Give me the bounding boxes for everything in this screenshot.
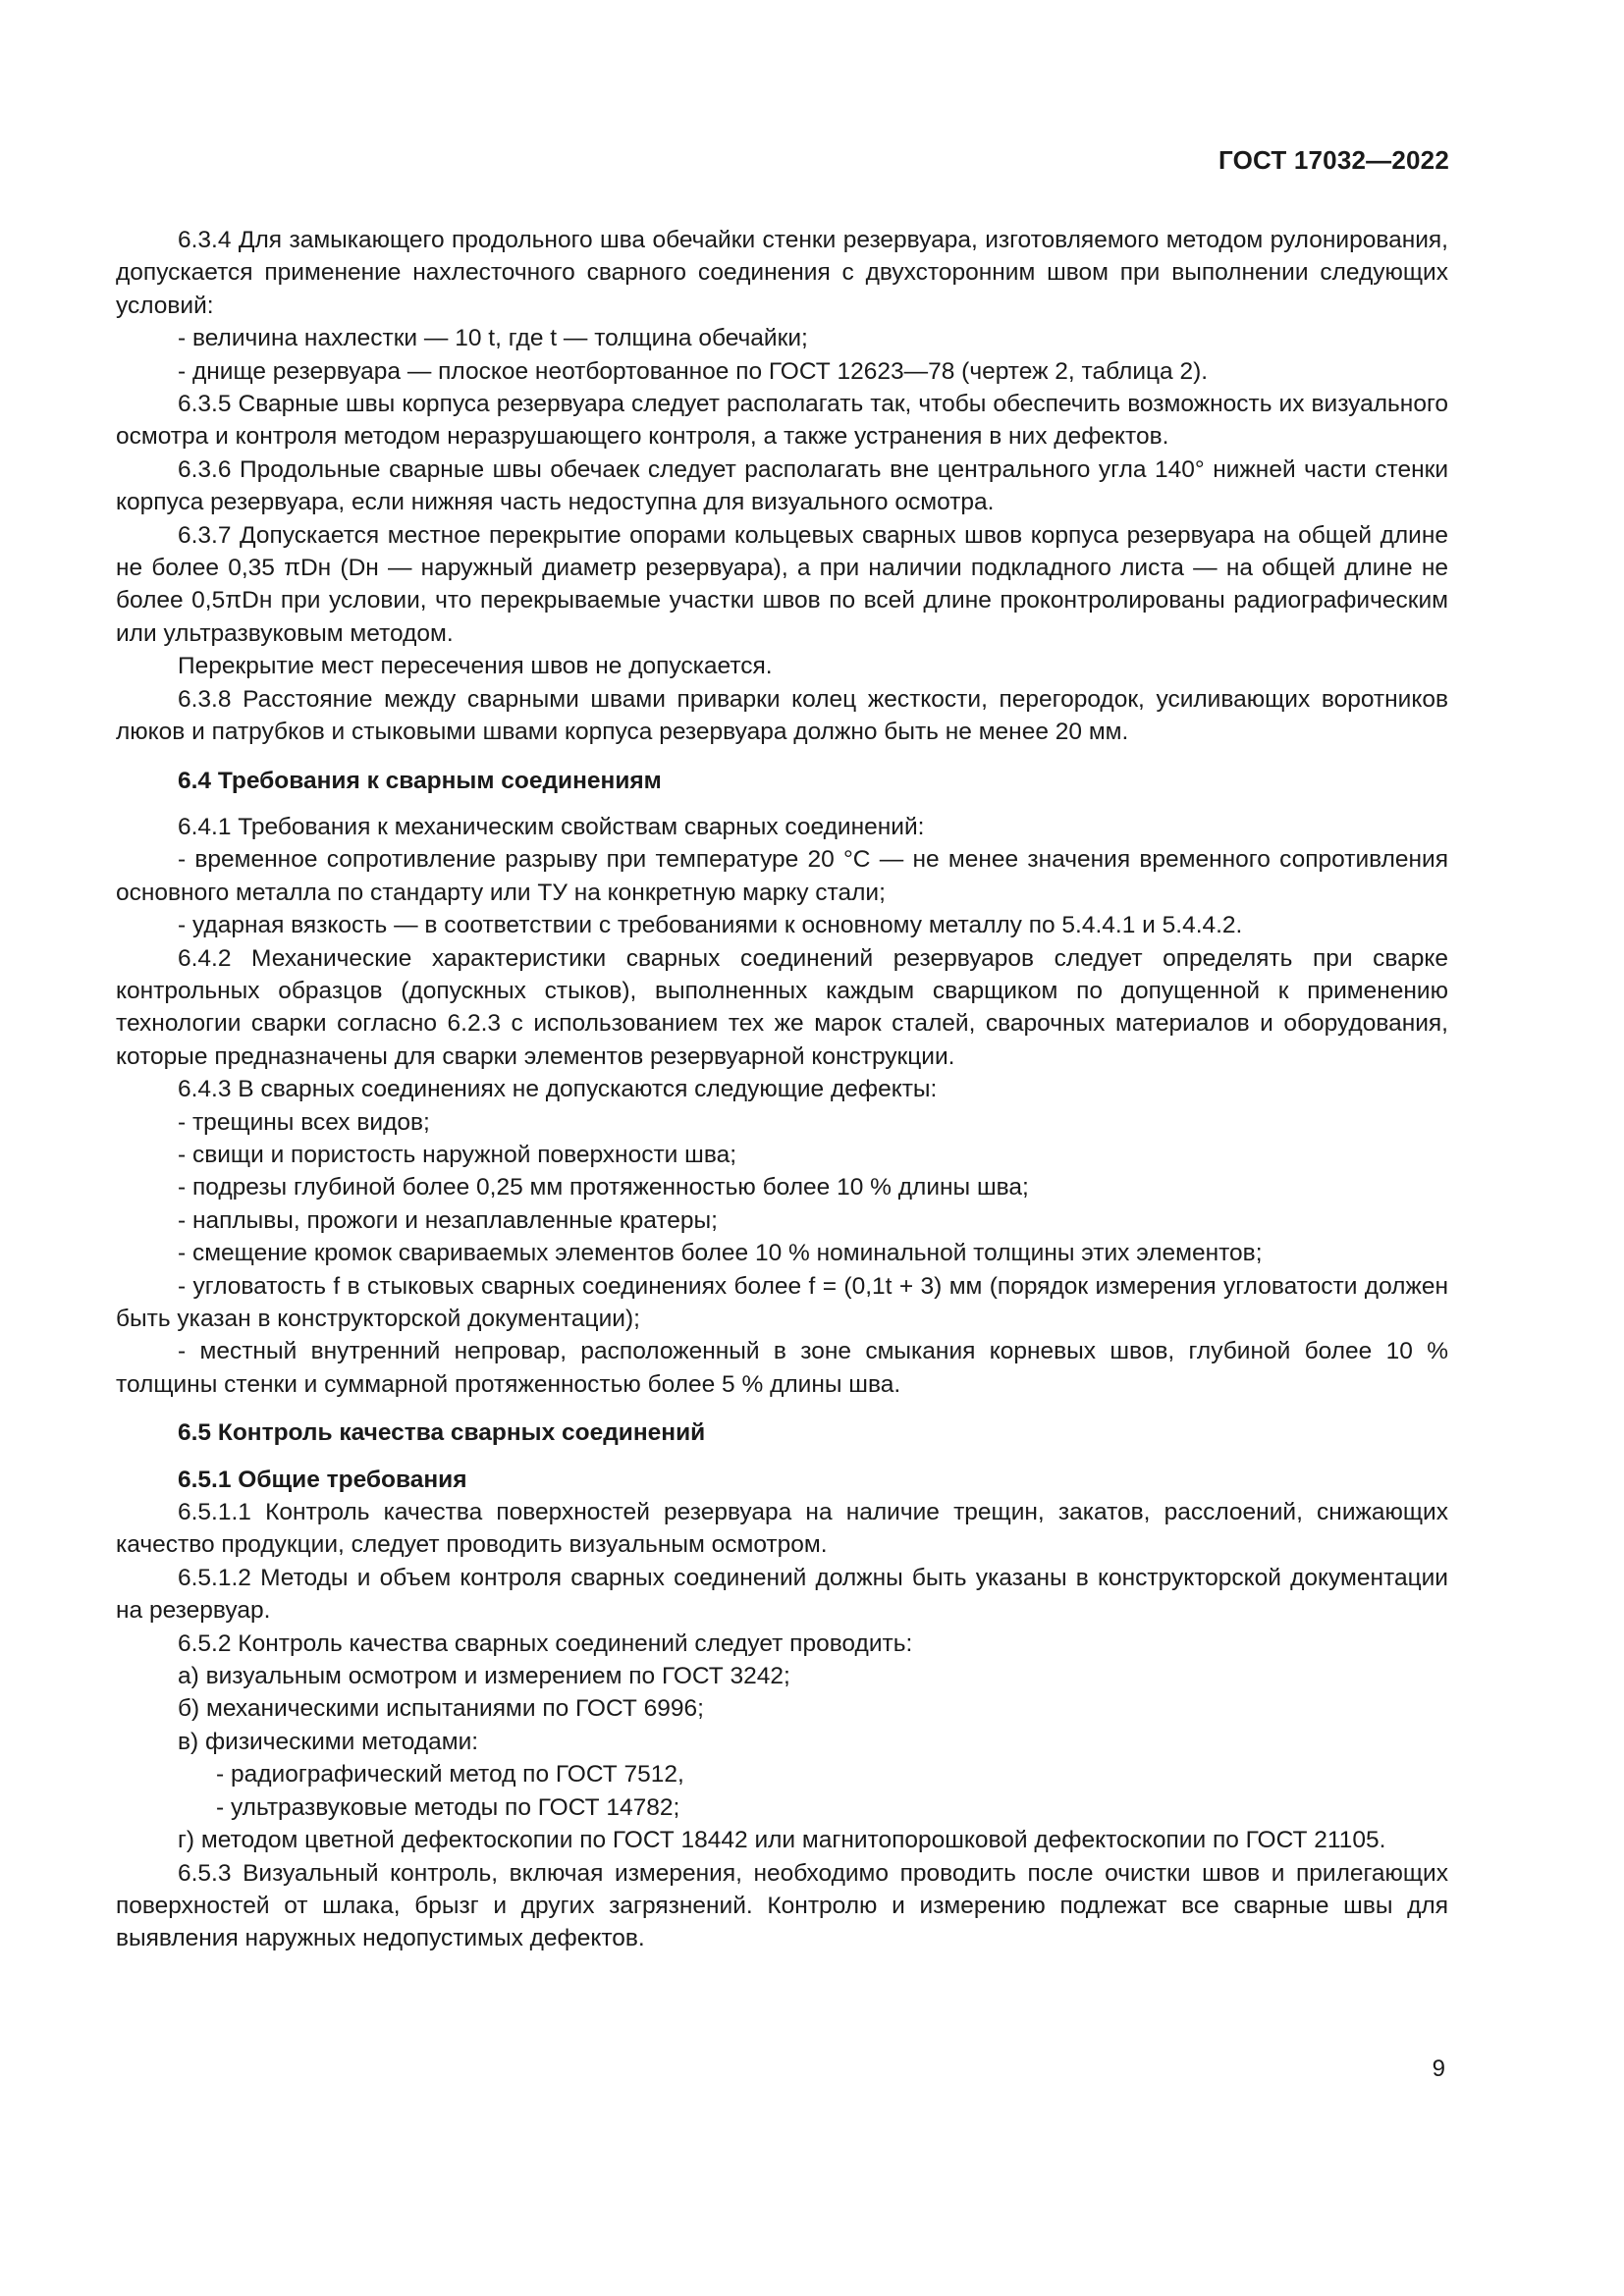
list-item: - наплывы, прожоги и незаплавленные кратеры; (178, 1206, 718, 1234)
list-item: - днище резервуара — плоское неотбортованное по ГОСТ 12623—78 (чертеж 2, таблица 2). (178, 357, 1209, 385)
list-item: в) физическими методами: (178, 1728, 479, 1755)
paragraph-6-5-1-1: 6.5.1.1 Контроль качества поверхностей резервуара на наличие трещин, закатов, расслоений, снижающих качество продукции, следует проводить визуальным осмотром. (116, 1499, 1448, 1559)
list-item: - подрезы глубиной более 0,25 мм протяженностью более 10 % длины шва; (178, 1174, 1029, 1201)
paragraph-6-3-8: 6.3.8 Расстояние между сварными швами приварки колец жесткости, перегородок, усиливающих воротников люков и патрубков и стыковыми швами корпуса резервуара должно быть не менее 20 мм. (116, 685, 1448, 746)
paragraph-6-3-7: 6.3.7 Допускается местное перекрытие опорами кольцевых сварных швов корпуса резервуара на общей длине не более 0,35 πDн (Dн — наружный диаметр резервуара), а при наличии подкладного листа — на общей длине не более 0,5πDн при условии, что перекрываемые участки швов по всей длине проконтролированы радиографическим или ультразвуковым методом. (116, 521, 1448, 647)
page-number: 9 (1432, 2056, 1445, 2082)
paragraph-6-3-6: 6.3.6 Продольные сварные швы обечаек следует располагать вне центрального угла 140° нижней части стенки корпуса резервуара, если нижняя часть недоступна для визуального осмотра. (116, 455, 1448, 516)
paragraph-6-3-5: 6.3.5 Сварные швы корпуса резервуара следует располагать так, чтобы обеспечить возможность их визуального осмотра и контроля методом неразрушающего контроля, а также устранения в них дефектов. (116, 391, 1448, 451)
list-item: - ударная вязкость — в соответствии с требованиями к основному металлу по 5.4.4.1 и 5.4.4.2. (178, 912, 1243, 939)
list-item: б) механическими испытаниями по ГОСТ 6996; (178, 1695, 704, 1723)
list-item: - величина нахлестки — 10 t, где t — толщина обечайки; (178, 325, 808, 352)
list-item: - смещение кромок свариваемых элементов более 10 % номинальной толщины этих элементов; (178, 1240, 1263, 1267)
paragraph-6-3-4: 6.3.4 Для замыкающего продольного шва обечайки стенки резервуара, изготовляемого методом рулонирования, допускается применение нахлесточного сварного соединения с двухсторонним швом при выполнении следующих условий: (116, 227, 1448, 319)
paragraph-6-4-3: 6.4.3 В сварных соединениях не допускаются следующие дефекты: (178, 1076, 938, 1103)
paragraph: Перекрытие мест пересечения швов не допускается. (178, 653, 773, 680)
nested-list-item: - ультразвуковые методы по ГОСТ 14782; (216, 1793, 680, 1821)
document-body (116, 224, 1448, 1955)
paragraph-6-5-2: 6.5.2 Контроль качества сварных соединений следует проводить: (178, 1629, 913, 1657)
paragraph-6-5-3: 6.5.3 Визуальный контроль, включая измерения, необходимо проводить после очистки швов и прилегающих поверхностей от шлака, брызг и других загрязнений. Контролю и измерению подлежат все сварные швы для выявления наружных недопустимых дефектов. (116, 1859, 1448, 1952)
section-heading-6-5: 6.5 Контроль качества сварных соединений (178, 1419, 706, 1447)
list-item: г) методом цветной дефектоскопии по ГОСТ 18442 или магнитопорошковой дефектоскопии по ГОСТ 21105. (178, 1827, 1386, 1854)
document-code: ГОСТ 17032—2022 (1218, 145, 1449, 175)
nested-list-item: - радиографический метод по ГОСТ 7512, (216, 1761, 684, 1789)
list-item: - трещины всех видов; (178, 1108, 430, 1136)
list-item: - местный внутренний непровар, расположенный в зоне смыкания корневых швов, глубиной более 10 % толщины стенки и суммарной протяженностью более 5 % длины шва. (116, 1338, 1448, 1398)
paragraph-6-4-2: 6.4.2 Механические характеристики сварных соединений резервуаров следует определять при сварке контрольных образцов (допускных стыков), выполненных каждым сварщиком по допущенной к применению технологии сварки согласно 6.2.3 с использованием тех же марок сталей, сварочных материалов и оборудования, которые предназначены для сварки элементов резервуарной конструкции. (116, 944, 1448, 1070)
paragraph-6-4-1: 6.4.1 Требования к механическим свойствам сварных соединений: (178, 813, 925, 840)
section-heading-6-4: 6.4 Требования к сварным соединениям (178, 767, 662, 794)
paragraph-6-5-1-2: 6.5.1.2 Методы и объем контроля сварных соединений должны быть указаны в конструкторской документации на резервуар. (116, 1564, 1448, 1625)
list-item: - угловатость f в стыковых сварных соединениях более f = (0,1t + 3) мм (порядок измерения угловатости должен быть указан в конструкторской документации); (116, 1272, 1448, 1332)
list-item: - временное сопротивление разрыву при температуре 20 °С — не менее значения временного сопротивления основного металла по стандарту или ТУ на конкретную марку стали; (116, 846, 1448, 906)
subsection-heading-6-5-1: 6.5.1 Общие требования (178, 1466, 467, 1493)
list-item: а) визуальным осмотром и измерением по ГОСТ 3242; (178, 1663, 790, 1690)
list-item: - свищи и пористость наружной поверхности шва; (178, 1141, 737, 1168)
